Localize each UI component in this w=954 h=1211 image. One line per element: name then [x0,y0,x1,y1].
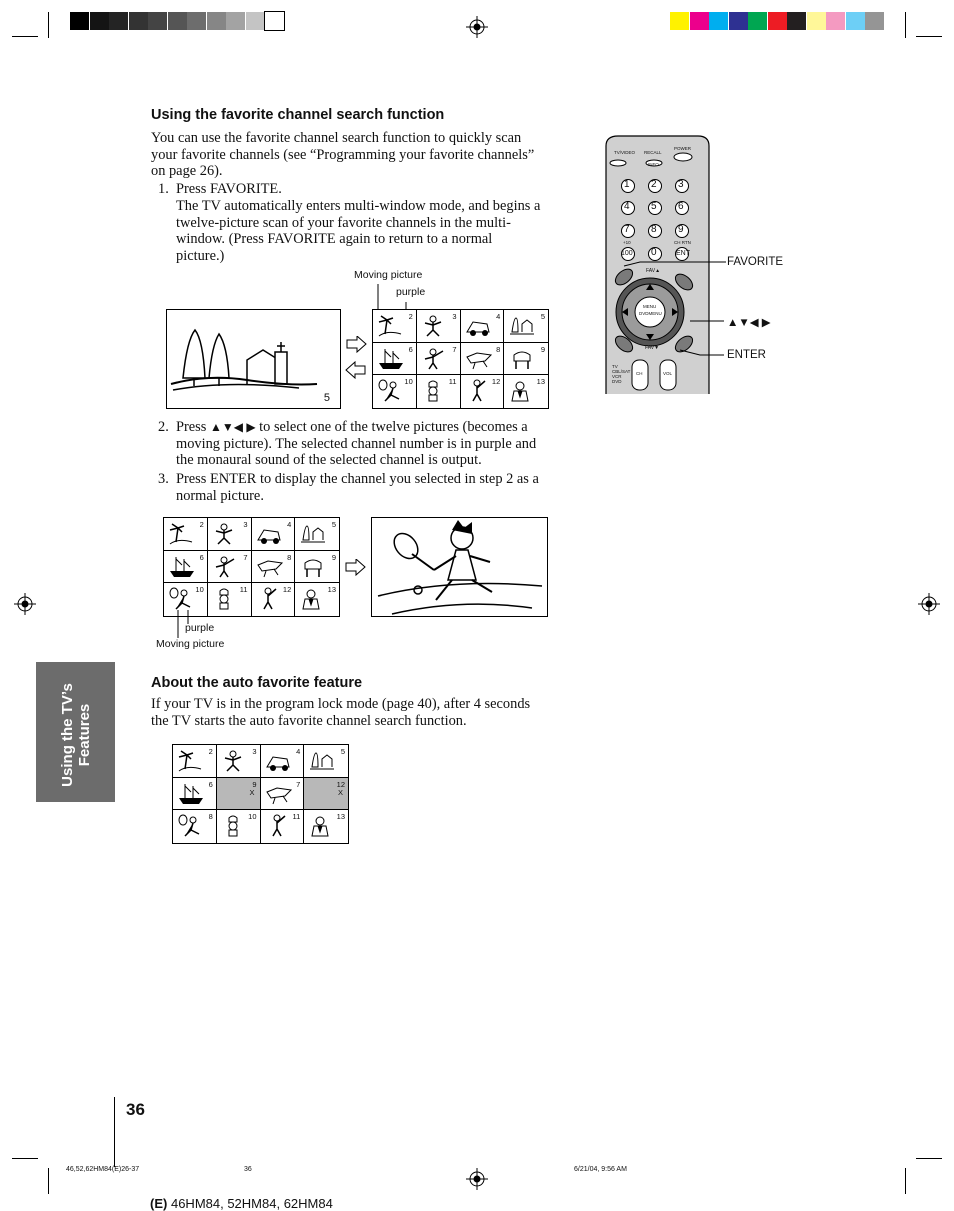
channel-thumbnail [461,375,505,408]
gray-swatch [148,12,167,30]
color-swatch [709,12,728,30]
channel-thumbnail [304,810,348,843]
tennis-picture-frame [371,517,548,617]
digit-2[interactable]: 2 [651,179,657,190]
sidebar-title [59,665,93,805]
channel-number: 6 [208,779,213,789]
channel-thumbnail [417,310,461,343]
channel-thumbnail [304,745,348,778]
sidebar-tab [36,662,115,802]
thumbnail-illustration [465,314,493,338]
registration-target-icon [918,593,940,615]
channel-number: 10 [404,377,413,387]
channel-thumbnail [208,551,252,584]
channel-thumbnail [252,583,296,616]
crop-mark [12,1158,38,1159]
info-label: INFO [648,162,659,167]
arrow-keys-glyphs: ▲▼◀ ▶ [210,420,256,434]
channel-thumbnail [461,343,505,376]
thumbnail-illustration [299,522,327,546]
skip-mark: X [337,787,343,797]
channel-number: 11 [239,585,248,595]
channel-number: 8 [287,552,292,562]
registration-target-icon [14,593,36,615]
channel-thumbnail [373,343,417,376]
skip-mark: X [249,787,255,797]
thumbnail-illustration [508,314,536,338]
thumbnail-illustration [299,555,327,579]
label-moving-picture: Moving picture [156,638,225,650]
channel-thumbnail [295,583,339,616]
thumbnail-illustration [256,555,284,579]
channel-thumbnail [217,778,261,811]
color-swatch [807,12,826,30]
channel-thumbnail [173,778,217,811]
channel-number: 4 [296,747,301,756]
color-swatch [846,12,865,30]
thumbnail-illustration [256,522,284,546]
channel-thumbnail [417,343,461,376]
step3-body: Press ENTER to display the channel you selected in step 2 as a normal picture. [176,471,539,504]
gray-swatch [246,12,265,30]
label-moving-picture: Moving picture [354,269,423,281]
callout-enter: ENTER [727,349,766,361]
channel-thumbnail [373,310,417,343]
gray-swatch [187,12,206,30]
channel-number: 10 [248,812,257,822]
channel-thumbnail [461,310,505,343]
channel-number: 3 [252,747,257,756]
thumbnail-illustration [212,587,240,611]
multi-window-grid [372,309,549,409]
gray-swatch [129,12,148,30]
channel-number: 12 [491,377,501,387]
registration-target-icon [466,16,488,38]
digit-1[interactable]: 1 [624,179,630,190]
channel-thumbnail [164,551,208,584]
channel-thumbnail [504,343,548,376]
channel-thumbnail [373,375,417,408]
thumbnail-illustration [308,749,336,773]
thumbnail-illustration [168,587,196,611]
registration-target-icon [466,1168,488,1190]
step2-number: 2. [158,419,169,435]
arrow-right-icon [344,559,366,577]
label-purple: purple [185,622,215,634]
color-swatch [690,12,709,30]
footer-date: 6/21/04, 9:56 AM [574,1166,627,1173]
channel-thumbnail [304,778,348,811]
channel-number: 8 [496,344,501,354]
dvdmenu-label[interactable]: DVDMENU [639,311,662,316]
thumbnail-illustration [299,587,327,611]
page-number: 36 [126,1100,145,1119]
chrtn-label: CH RTN [674,240,691,245]
color-swatch [768,12,787,30]
thumbnail-illustration [508,347,536,371]
crop-mark [916,36,942,37]
gray-swatch [226,12,245,30]
channel-thumbnail [217,745,261,778]
gray-swatch [168,12,187,30]
color-swatch [748,12,767,30]
channel-thumbnail [173,810,217,843]
step1-title: Press FAVORITE. [176,181,282,197]
auto-favorite-paragraph: If your TV is in the program lock mode (page 40), after 4 seconds the TV starts the auto favorite channel search function. [151,696,531,729]
channel-thumbnail [295,518,339,551]
thumbnail-illustration [221,749,249,773]
gray-swatch [70,12,89,30]
channel-thumbnail [217,810,261,843]
channel-number: 2 [208,747,213,756]
thumbnail-illustration [177,814,205,838]
crop-mark [916,1158,942,1159]
channel-number: 6 [199,552,204,562]
thumbnail-illustration [212,522,240,546]
model-list: 46HM84, 52HM84, 62HM84 [170,1196,333,1211]
channel-number: 13 [536,377,545,387]
thumbnail-illustration [465,347,493,371]
callout-lines [620,240,730,370]
thumbnail-illustration [168,522,196,546]
thumbnail-illustration [377,347,405,371]
thumbnail-illustration [377,314,405,338]
thumbnail-illustration [212,555,240,579]
thumbnail-illustration [308,814,336,838]
channel-thumbnail [261,745,305,778]
sidebar-line1: Using the TV’s [59,683,76,787]
section-heading-favorite-search: Using the favorite channel search function [151,107,445,123]
digit-5[interactable]: 5 [651,201,657,212]
callout-arrow-keys: ▲▼◀ ▶ [727,317,771,329]
digit-9[interactable]: 9 [678,224,684,235]
fav-up-label[interactable]: FAV▲ [646,268,661,274]
footer-file-name: 46,52,62HM84(E)26-37 [66,1166,140,1173]
gray-swatch [90,12,109,30]
gray-swatch [109,12,128,30]
button-ent[interactable]: ENT [676,250,690,257]
channel-number: 7 [296,779,301,789]
channel-number: 4 [496,312,501,321]
channel-number: 5 [323,392,330,404]
channel-number: 5 [340,747,345,756]
button-100[interactable]: 100 [621,250,633,257]
arrows-icon [345,336,367,380]
footer-models [150,1196,333,1211]
gray-swatch [265,12,284,30]
button-0[interactable]: 0 [651,247,657,258]
menu-label[interactable]: MENU [643,304,657,309]
thumbnail-illustration [465,379,493,403]
channel-number: 2 [199,520,204,529]
channel-thumbnail [252,551,296,584]
thumbnail-illustration [177,782,205,806]
channel-thumbnail [504,310,548,343]
channel-number: 7 [452,344,457,354]
channel-number: 3 [243,520,248,529]
model-prefix: (E) [150,1196,168,1211]
church-trees-illustration [167,310,340,408]
thumbnail-illustration [221,814,249,838]
channel-number: 5 [540,312,545,321]
channel-number: 2 [408,312,413,321]
crop-mark [905,12,906,38]
thumbnail-illustration [265,782,293,806]
power-label: POWER [674,146,692,151]
callout-favorite: FAVORITE [727,256,784,268]
channel-number: 6 [408,344,413,354]
mode-selector-label: TV CBL/SAT VCR DVD [612,364,631,384]
step3-number: 3. [158,471,169,487]
channel-number: 13 [336,812,345,822]
color-swatch [826,12,845,30]
intro-paragraph: You can use the favorite channel search function to quickly scan your favorite channels (see “Programming your favorite channels” on page 26). [151,130,535,179]
crop-mark [905,1168,906,1194]
step1-number: 1. [158,181,169,197]
digit-4[interactable]: 4 [624,201,630,212]
color-swatch [865,12,884,30]
channel-thumbnail [504,375,548,408]
channel-thumbnail [164,518,208,551]
channel-number: 5 [331,520,336,529]
channel-number: 13 [327,585,336,595]
channel-number: 9 [252,779,257,789]
channel-thumbnail [417,375,461,408]
step2-post: to select one of the twelve pictures (becomes a moving picture). The selected channel number is in purple and the monaural sound of the selected channel is output. [176,419,537,468]
channel-thumbnail [208,583,252,616]
thumbnail-illustration [265,814,293,838]
channel-number: 3 [452,312,457,321]
vol-label[interactable]: VOL [663,371,673,376]
channel-thumbnail [173,745,217,778]
thumbnail-illustration [421,314,449,338]
channel-thumbnail [208,518,252,551]
color-swatch [787,12,806,30]
crop-mark [48,12,49,38]
digit-8[interactable]: 8 [651,224,657,235]
digit-6[interactable]: 6 [678,201,684,212]
thumbnail-illustration [265,749,293,773]
tv-video-label: TV/VIDEO [614,150,636,155]
color-swatch [670,12,689,30]
step1-body: The TV automatically enters multi-window mode, and begins a twelve-picture scan of your favorite channels in the multi-window. (Press FAVORITE again to return to a normal picture.) [176,198,541,264]
digit-3[interactable]: 3 [678,179,684,190]
channel-number: 9 [331,552,336,562]
channel-number: 7 [243,552,248,562]
crop-mark [48,1168,49,1194]
channel-number: 10 [195,585,204,595]
section-heading-auto-favorite: About the auto favorite feature [151,675,363,691]
thumbnail-illustration [256,587,284,611]
channel-number: 12 [282,585,292,595]
footer-page: 36 [244,1166,252,1173]
tennis-player-illustration [372,518,547,616]
color-swatch [729,12,748,30]
thumbnail-illustration [377,379,405,403]
label-purple: purple [396,286,426,298]
channel-number: 11 [448,377,457,387]
ch-label[interactable]: CH [636,371,643,376]
plus10-label: +10 [623,240,631,245]
thumbnail-illustration [508,379,536,403]
channel-thumbnail [295,551,339,584]
thumbnail-illustration [168,555,196,579]
channel-number: 9 [540,344,545,354]
channel-number: 8 [208,812,213,822]
fav-down-label[interactable]: FAV▼ [645,345,660,351]
gray-swatch [207,12,226,30]
channel-thumbnail [261,810,305,843]
step2-pre: Press [176,419,207,435]
recall-label: RECALL [644,150,662,155]
thumbnail-illustration [421,347,449,371]
digit-7[interactable]: 7 [624,224,630,235]
channel-number: 11 [292,812,301,822]
multi-window-grid [163,517,340,617]
sidebar-line2: Features [76,703,93,767]
multi-window-grid [172,744,349,844]
channel-number: 12 [336,779,345,789]
thumbnail-illustration [177,749,205,773]
step2-body [176,419,546,469]
thumbnail-illustration [421,379,449,403]
single-picture-frame [166,309,341,409]
crop-mark [12,36,38,37]
channel-thumbnail [261,778,305,811]
channel-thumbnail [252,518,296,551]
channel-number: 4 [287,520,292,529]
page-number-rule [114,1097,115,1167]
